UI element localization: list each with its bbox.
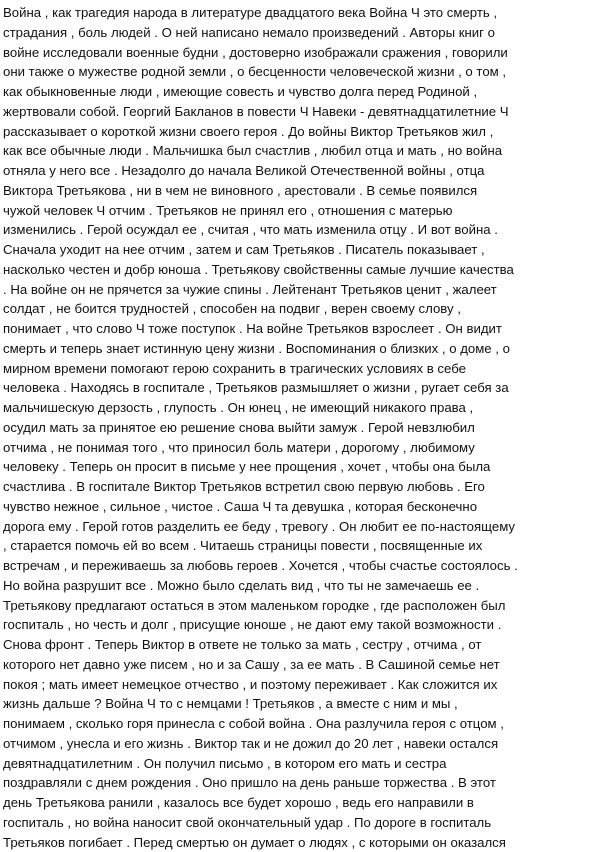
text-line: они также о мужестве родной земли , о бесценности человеческой жизни , о том , [3,62,592,82]
text-line: Виктора Третьякова , ни в чем не виновного , арестовали . В семье появился [3,181,592,201]
text-line: человеку . Теперь он просит в письме у нее прощения , хочет , чтобы она была [3,457,592,477]
text-line: смерть и теперь знает истинную цену жизни . Воспоминания о близких , о доме , о [3,339,592,359]
text-line: изменились . Герой осуждал ее , считая , что мать изменила отцу . И вот война . [3,220,592,240]
text-line: госпиталь , но честь и долг , присущие юноше , не дают ему такой возможности . [3,615,592,635]
text-line: человека . Находясь в госпитале , Третьяков размышляет о жизни , ругает себя за [3,378,592,398]
text-line: как все обычные люди . Мальчишка был счастлив , любил отца и мать , но война [3,141,592,161]
text-line: мальчишескую дерзость , глупость . Он юнец , не имеющий никакого права , [3,398,592,418]
text-line: чувство нежное , сильное , чистое . Саша Ч та девушка , которая бесконечно [3,497,592,517]
text-line: отняла у него все . Незадолго до начала Великой Отечественной войны , отца [3,161,592,181]
text-line: . На войне он не прячется за чужие спины . Лейтенант Третьяков ценит , жалеет [3,280,592,300]
text-line: отчимом , унесла и его жизнь . Виктор так и не дожил до 20 лет , навеки остался [3,734,592,754]
text-line: осудил мать за принятое ею решение снова выйти замуж . Герой невзлюбил [3,418,592,438]
text-line: день Третьякова ранили , казалось все будет хорошо , ведь его направили в [3,793,592,813]
text-line: как обыкновенные люди , имеющие совесть и чувство долга перед Родиной , [3,82,592,102]
text-line: Но война разрушит все . Можно было сделать вид , что ты не замечаешь ее . [3,576,592,596]
text-line: понимает , что слово Ч тоже поступок . На войне Третьяков взрослеет . Он видит [3,319,592,339]
text-line: счастлива . В госпитале Виктор Третьяков встретил свою первую любовь . Его [3,477,592,497]
text-line: чужой человек Ч отчим . Третьяков не принял его , отношения с матерью [3,201,592,221]
text-line: , старается помочь ей во всем . Читаешь страницы повести , посвященные их [3,536,592,556]
text-line: войне исследовали военные будни , достоверно изображали сражения , говорили [3,43,592,63]
text-line: девятнадцатилетним . Он получил письмо , в котором его мать и сестра [3,754,592,774]
text-line: Война , как трагедия народа в литературе двадцатого века Война Ч это смерть , [3,3,592,23]
text-line: солдат , не боится трудностей , способен на подвиг , верен своему слову , [3,299,592,319]
document-body-text [3,3,592,852]
text-line: насколько честен и добр юноша . Третьякову свойственны самые лучшие качества [3,260,592,280]
text-line: госпиталь , но война наносит свой окончательный удар . По дороге в госпиталь [3,813,592,833]
text-line: отчима , не понимая того , что приносил боль матери , дорогому , любимому [3,438,592,458]
text-line: которого нет давно уже писем , но и за Сашу , за ее мать . В Сашиной семье нет [3,655,592,675]
text-line: встречам , и переживаешь за любовь героев . Хочется , чтобы счастье состоялось . [3,556,592,576]
text-line: Третьяков погибает . Перед смертью он думает о людях , с которыми он оказался [3,833,592,852]
text-line: дорога ему . Герой готов разделить ее беду , тревогу . Он любит ее по-настоящему [3,517,592,537]
text-line: мирном времени помогают герою сохранить в трагических условиях в себе [3,359,592,379]
text-line: понимаем , сколько горя принесла с собой война . Она разлучила героя с отцом , [3,714,592,734]
text-line: поздравляли с днем рождения . Оно пришло на день раньше торжества . В этот [3,773,592,793]
text-line: рассказывает о короткой жизни своего героя . До войны Виктор Третьяков жил , [3,122,592,142]
text-line: Сначала уходит на нее отчим , затем и сам Третьяков . Писатель показывает , [3,240,592,260]
text-line: страдания , боль людей . О ней написано немало произведений . Авторы книг о [3,23,592,43]
text-line: Третьякову предлагают остаться в этом маленьком городке , где расположен был [3,596,592,616]
text-line: жертвовали собой. Георгий Бакланов в повести Ч Навеки - девятнадцатилетние Ч [3,102,592,122]
text-line: покоя ; мать имеет немецкое отчество , и поэтому переживает . Как сложится их [3,675,592,695]
text-line: жизнь дальше ? Война Ч то с немцами ! Третьяков , а вместе с ним и мы , [3,694,592,714]
text-line: Снова фронт . Теперь Виктор в ответе не только за мать , сестру , отчима , от [3,635,592,655]
